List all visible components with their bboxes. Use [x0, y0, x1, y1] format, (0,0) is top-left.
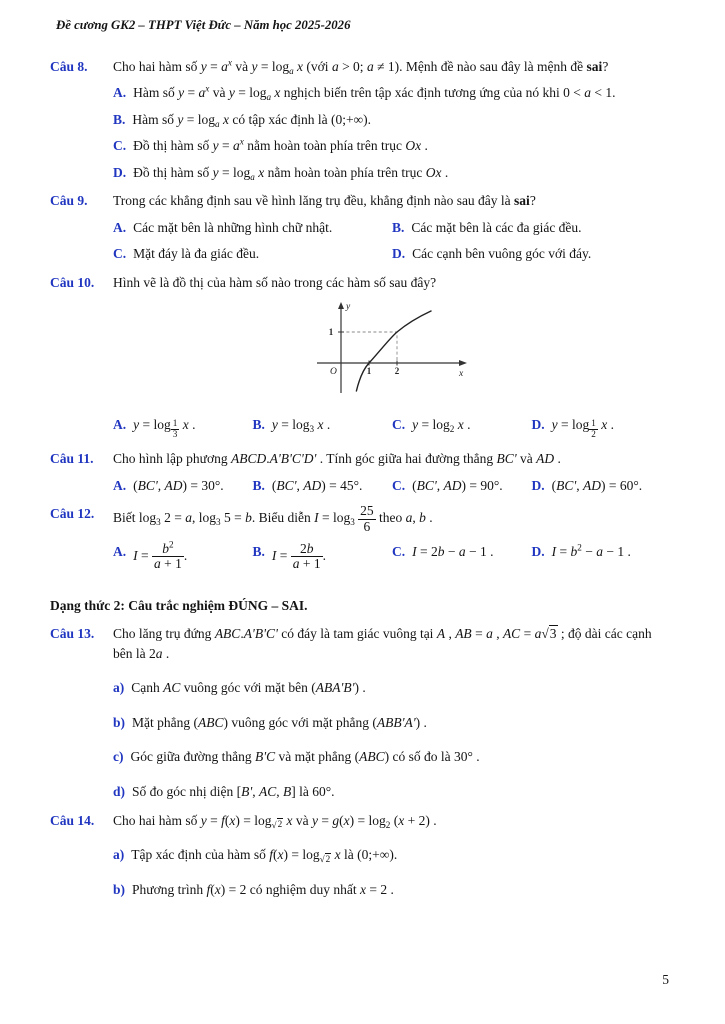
option-letter: D.	[113, 164, 127, 180]
question-14-statements	[50, 845, 671, 899]
option-text: (BC', AD) = 90°.	[412, 477, 503, 493]
option-letter: B.	[113, 111, 126, 127]
question-8-option-a	[113, 83, 671, 103]
statement-text: Số đo góc nhị diện [B', AC, B] là 60°.	[132, 784, 335, 800]
question-8-option-c	[113, 136, 671, 156]
option-letter: A.	[113, 477, 127, 493]
page-number: 5	[662, 972, 669, 988]
statement-text: Tập xác định của hàm số $f(x) = \log_{√2} x$ là (0;+∞).	[131, 847, 398, 864]
option-text: (BC', AD) = 30°.	[133, 477, 224, 493]
question-13-text: Cho lăng trụ đứng ABC.A'B'C' có đáy là tam giác vuông tại A , AB = a , AC = a√3 ; độ dài các cạnh bên là 2a .	[113, 626, 652, 661]
question-12-options	[113, 535, 671, 572]
option-text: y = log $_{\frac{1}{3}}$ x .	[133, 417, 196, 440]
statement-letter: c)	[113, 749, 124, 765]
question-11-option-c	[392, 476, 532, 496]
option-letter: C.	[113, 138, 127, 154]
option-letter: D.	[392, 246, 406, 262]
option-text: Các mặt bên là những hình chữ nhật.	[133, 219, 333, 235]
statement-letter: a)	[113, 847, 125, 863]
statement-text: Cạnh AC vuông góc với mặt bên (ABA'B') .	[131, 680, 366, 696]
question-10	[50, 273, 671, 440]
statement-text: Phương trình f(x) = 2 có nghiệm duy nhất x = 2 .	[132, 881, 394, 897]
statement-text: Mặt phẳng (ABC) vuông góc với mặt phẳng (ABB'A') .	[132, 714, 427, 730]
question-11	[50, 449, 671, 495]
question-9	[50, 191, 671, 264]
question-13-statement-b	[113, 713, 671, 733]
question-8-stem	[50, 57, 671, 77]
question-11-option-d	[532, 476, 672, 496]
option-text: I = 2b − a − 1 .	[412, 543, 494, 559]
x-tick-2-label: 2	[394, 365, 399, 376]
question-10-text: Hình vẽ là đồ thị của hàm số nào trong các hàm số sau đây?	[113, 275, 437, 291]
question-13-statement-d	[113, 782, 671, 802]
option-text: Đồ thị hàm số $y = \log_a x$ nằm hoàn toàn phía trên trục Ox .	[133, 164, 449, 182]
option-text: $y = \log_2 x$ .	[412, 417, 471, 434]
question-13-statement-a	[113, 678, 671, 698]
log-graph-figure	[301, 299, 473, 399]
question-9-text: Trong các khẳng định sau về hình lăng trụ đều, khẳng định nào sau đây là sai?	[113, 193, 536, 209]
question-11-stem	[50, 449, 671, 469]
log-curve	[356, 311, 431, 391]
question-8-options	[113, 83, 671, 182]
option-text: Các cạnh bên vuông góc với đáy.	[412, 246, 592, 262]
y-tick-label: 1	[328, 326, 333, 337]
option-text: Hàm số $y = \log_a x$ có tập xác định là (0;+∞).	[132, 111, 372, 129]
option-text: Đồ thị hàm số $y = a^x$ nằm hoàn toàn phía trên trục Ox .	[133, 136, 428, 154]
option-letter: B.	[252, 417, 265, 433]
guide-dashed-lines	[341, 332, 397, 363]
question-9-option-a	[113, 218, 392, 238]
question-9-options	[113, 211, 671, 264]
question-13	[50, 624, 671, 801]
option-letter: A.	[113, 85, 127, 101]
question-12-option-c	[392, 542, 532, 572]
statement-letter: d)	[113, 784, 126, 800]
option-text: (BC', AD) = 60°.	[551, 477, 643, 493]
option-letter: A.	[113, 543, 127, 559]
question-12-option-d	[532, 542, 672, 572]
question-11-label: Câu 11.	[50, 451, 94, 467]
question-8-label: Câu 8.	[50, 58, 88, 74]
question-10-option-c	[392, 415, 532, 440]
question-8-option-d	[113, 163, 671, 183]
question-12-text: Biết $\log_3 2 = a$, $\log_3 5 = b$. Biểu diễn $I = \log_3$ $\frac{25}{6}$ theo a, b .	[113, 503, 433, 534]
question-11-options	[113, 469, 671, 496]
x-tick-1-label: 1	[366, 365, 371, 376]
option-text: Mặt đáy là đa giác đều.	[133, 246, 260, 262]
question-14-statement-b	[113, 880, 671, 900]
question-9-label: Câu 9.	[50, 193, 88, 209]
y-axis-label: y	[345, 301, 350, 312]
question-14-stem	[50, 811, 671, 831]
question-10-option-a	[113, 415, 253, 440]
option-text: (BC', AD) = 45°.	[271, 477, 363, 493]
option-letter: C.	[392, 417, 406, 433]
question-13-statement-c	[113, 747, 671, 767]
option-letter: D.	[531, 477, 545, 493]
question-9-option-c	[113, 244, 392, 264]
question-8	[50, 57, 671, 183]
option-letter: D.	[531, 543, 545, 559]
question-10-option-d	[532, 415, 672, 440]
option-text: I = $\frac{b^2}{a + 1}$ .	[133, 539, 188, 572]
question-13-statements	[50, 678, 671, 801]
option-letter: A.	[113, 219, 127, 235]
question-10-stem	[50, 273, 671, 293]
option-text: I = $\frac{2b}{a + 1}$ .	[271, 540, 327, 572]
statement-letter: a)	[113, 680, 125, 696]
x-axis-arrow	[459, 360, 467, 366]
option-letter: C.	[392, 477, 406, 493]
option-letter: A.	[113, 417, 127, 433]
question-12-option-b	[253, 542, 393, 572]
question-10-figure	[50, 299, 671, 405]
question-12-option-a	[113, 539, 253, 572]
option-text: Các mặt bên là các đa giác đều.	[411, 219, 582, 235]
question-8-text: Cho hai hàm số $y = a^x$ và $y = \log_a x$ (với a > 0; a ≠ 1). Mệnh đề nào sau đây là mệnh đề sai?	[113, 57, 609, 76]
question-11-option-b	[253, 476, 393, 496]
statement-letter: b)	[113, 714, 126, 730]
question-14-text: Cho hai hàm số $y = f(x) = \log_{√2} x$ và $y = g(x) = \log_2 (x + 2)$ .	[113, 812, 437, 830]
statement-letter: b)	[113, 881, 126, 897]
question-13-label: Câu 13.	[50, 626, 95, 642]
option-text: Hàm số $y = a^x$ và $y = \log_a x$ nghịch biến trên tập xác định tương ứng của nó khi 0 < a < 1.	[133, 83, 616, 102]
option-letter: C.	[113, 246, 127, 262]
question-10-option-b	[253, 415, 393, 440]
x-axis-label: x	[458, 368, 463, 379]
option-letter: B.	[252, 477, 265, 493]
option-text: $y = \log_3 x$ .	[271, 417, 331, 434]
question-9-option-b	[392, 218, 671, 238]
document-header: Đề cương GK2 – THPT Việt Đức – Năm học 2025-2026	[56, 18, 351, 32]
question-12-stem	[50, 504, 671, 534]
question-11-option-a	[113, 476, 253, 496]
option-text: y = log $_{\frac{1}{2}}$ x .	[551, 417, 614, 440]
question-11-text: Cho hình lập phương ABCD.A'B'C'D' . Tính góc giữa hai đường thẳng BC' và AD .	[113, 451, 561, 467]
question-10-options	[113, 408, 671, 440]
question-14-label: Câu 14.	[50, 812, 95, 828]
option-letter: C.	[392, 543, 406, 559]
origin-label: O	[329, 366, 337, 377]
question-12	[50, 504, 671, 571]
question-14-statement-a	[113, 845, 671, 865]
option-letter: B.	[392, 219, 405, 235]
question-9-option-d	[392, 244, 671, 264]
option-letter: B.	[252, 543, 265, 559]
question-10-label: Câu 10.	[50, 275, 95, 291]
y-axis-arrow	[338, 302, 344, 309]
question-9-stem	[50, 191, 671, 211]
question-8-option-b	[113, 110, 671, 130]
statement-text: Góc giữa đường thẳng B'C và mặt phẳng (ABC) có số đo là 30° .	[130, 749, 480, 765]
question-14	[50, 811, 671, 900]
section-heading: Dạng thức 2: Câu trắc nghiệm ĐÚNG – SAI.	[50, 597, 308, 613]
question-13-stem	[50, 624, 671, 663]
option-text: $I = b^2 - a - 1$ .	[551, 542, 631, 559]
question-12-label: Câu 12.	[50, 506, 95, 522]
option-letter: D.	[531, 417, 545, 433]
